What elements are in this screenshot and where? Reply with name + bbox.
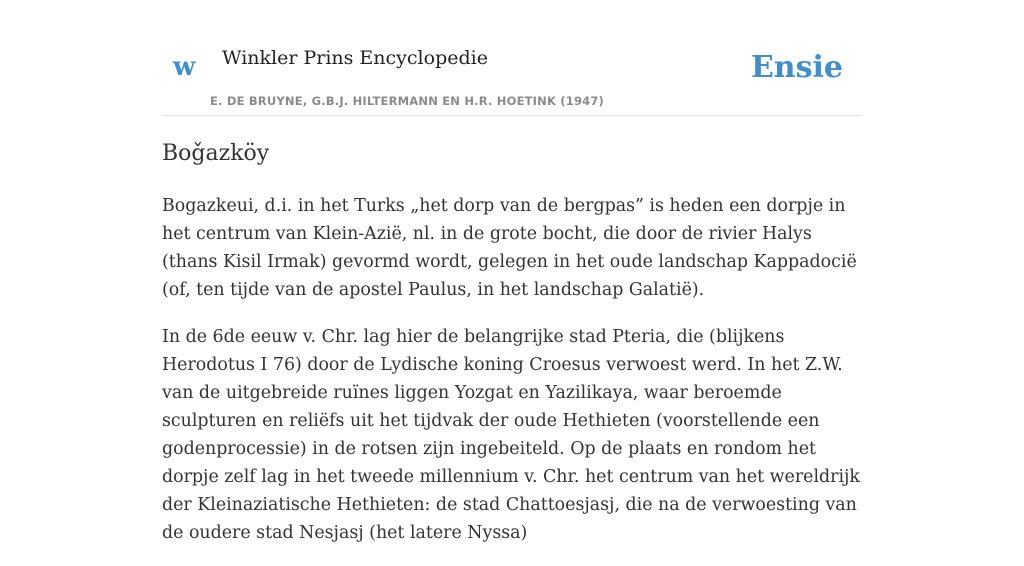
publication-logo[interactable]: w [173, 52, 196, 82]
publication-authors: E. DE BRUYNE, G.B.J. HILTERMANN EN H.R. HOETINK (1947) [210, 94, 605, 108]
site-header [162, 40, 862, 116]
article-paragraph: In de 6de eeuw v. Chr. lag hier de belangrijke stad Pteria, die (blijkens Herodotus I 76) door de Lydische koning Croesus verwoest werd. In het Z.W. van de uitgebreide ruïnes liggen Yozgat en Yazilikaya, waar beroemde sculpturen en reliëfs uit het tijdvak der oude Hethieten (voorstellende een godenprocessie) in de rotsen zijn ingebeiteld. Op de plaats en rondom het dorpje zelf lag in het tweede millennium v. Chr. het centrum van het wereldrijk der Kleinaziatische Hethieten: de stad Chattoesjasj, die na de verwoesting van de oudere stad Nesjasj (het latere Nyssa) [162, 327, 860, 543]
article-body [162, 192, 862, 566]
brand-logo[interactable]: Ensie [750, 50, 843, 85]
article-paragraph: Bogazkeui, d.i. in het Turks „het dorp van de bergpas” is heden een dorpje in het centrum van Klein-Azië, nl. in de grote bocht, die door de rivier Halys (thans Kisil Irmak) gevormd wordt, gelegen in het oude landschap Kappadocië (of, ten tijde van de apostel Paulus, in het landschap Galatië). [162, 196, 857, 300]
publication-title[interactable]: Winkler Prins Encyclopedie [222, 47, 488, 69]
article-title: Boǧazköy [162, 141, 270, 166]
